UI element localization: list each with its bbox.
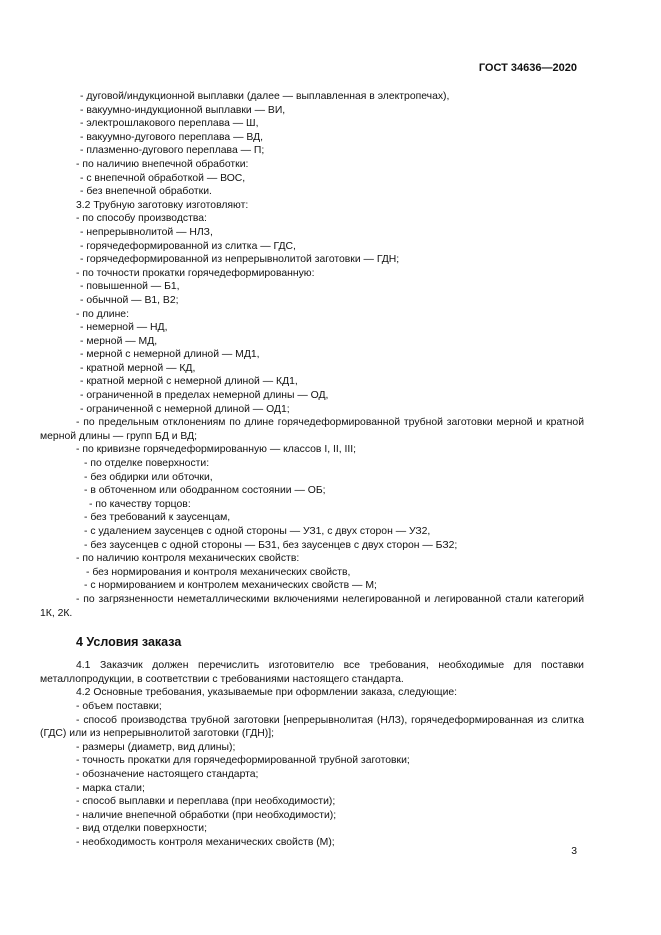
page-number: 3 [571,846,577,857]
list-item: - дуговой/индукционной выплавки (далее — выплавленная в электропечах), [80,91,450,102]
list-item: - без внепечной обработки. [80,186,212,198]
list-item: - мерной с немерной длиной — МД1, [80,349,260,361]
list-item: - по отделке поверхности: [84,458,210,470]
list-item: - без нормирования и контроля механических свойств, [86,566,351,578]
clause-3-2: 3.2 Трубную заготовку изготовляют: [76,199,249,211]
list-item: - ограниченной в пределах немерной длины — ОД, [80,390,329,402]
list-item: - без обдирки или обточки, [84,471,213,483]
paragraph-length-deviation: - по предельным отклонениям по длине горячедеформированной трубной заготовки мерной и кратной мерной длины — групп БД и ВД; [40,417,584,442]
list-item: - горячедеформированной из непрерывнолитой заготовки — ГДН; [80,254,400,266]
list-item: - повышенной — Б1, [80,281,180,293]
list-item: - с внепечной обработкой — ВОС, [80,172,246,184]
section-title: 4 Условия заказа [76,635,182,650]
list-item: - точность прокатки для горячедеформированной трубной заготовки; [76,755,410,767]
list-item: - электрошлакового переплава — Ш, [80,118,259,130]
list-item: - без заусенцев с одной стороны — БЗ1, без заусенцев с двух сторон — БЗ2; [84,539,458,551]
list-item: - по способу производства: [76,213,207,225]
list-item: - в обточенном или ободранном состоянии — ОБ; [84,485,326,497]
list-item: - по длине: [76,308,129,320]
list-item: - обозначение настоящего стандарта; [76,768,259,780]
list-item: - кратной мерной — КД, [80,362,196,374]
list-item: - с нормированием и контролем механических свойств — М; [84,580,377,592]
list-item: - необходимость контроля механических свойств (М); [76,836,335,848]
paragraph-contamination: - по загрязненности неметаллическими включениями нелегированной и легированной стали категорий 1К, 2К. [40,593,584,619]
list-item: - плазменно-дугового переплава — П; [80,145,265,157]
list-item: - мерной — МД, [80,335,158,347]
list-item: - без требований к заусенцам, [84,512,231,524]
list-item: - по кривизне горячедеформированную — классов I, II, III; [76,444,357,456]
list-item: - объем поставки; [76,700,162,712]
list-item: - обычной — В1, В2; [80,294,179,306]
list-item: - по наличию внепечной обработки: [76,158,249,170]
list-item: - немерной — НД, [80,322,168,334]
list-item: - вакуумно-индукционной выплавки — ВИ, [80,104,286,116]
list-item: - ограниченной с немерной длиной — ОД1; [80,403,290,415]
list-item: - вакуумно-дугового переплава — ВД, [80,131,263,143]
list-item: - способ выплавки и переплава (при необходимости); [76,796,336,808]
list-item: - с удалением заусенцев с одной стороны — УЗ1, с двух сторон — УЗ2, [84,526,431,537]
document-code: ГОСТ 34636—2020 [478,62,577,74]
list-item: - непрерывнолитой — НЛЗ, [80,226,213,238]
list-item: - по точности прокатки горячедеформированную: [76,267,315,279]
list-item: - по качеству торцов: [89,498,191,510]
list-item: - размеры (диаметр, вид длины); [76,741,236,753]
clause-4-2: 4.2 Основные требования, указываемые при оформлении заказа, следующие: [76,687,458,699]
paragraph-method: - способ производства трубной заготовки [непрерывнолитая (НЛЗ), горячедеформированная из слитка (ГДС) или из непрерывнолитой заготовки (ГДН)]; [40,714,584,740]
list-item: - по наличию контроля механических свойств: [76,553,300,565]
list-item: - наличие внепечной обработки (при необходимости); [76,809,337,821]
list-item: - кратной мерной с немерной длиной — КД1, [80,376,298,388]
list-item: - вид отделки поверхности; [76,823,207,835]
document-body [40,90,584,849]
list-item: - марка стали; [76,782,145,794]
clause-4-1: 4.1 Заказчик должен перечислить изготовителю все требования, необходимые для поставки металлопродукции, в соответствии с требованиями настоящего стандарта. [40,660,584,685]
list-item: - горячедеформированной из слитка — ГДС, [80,240,296,252]
